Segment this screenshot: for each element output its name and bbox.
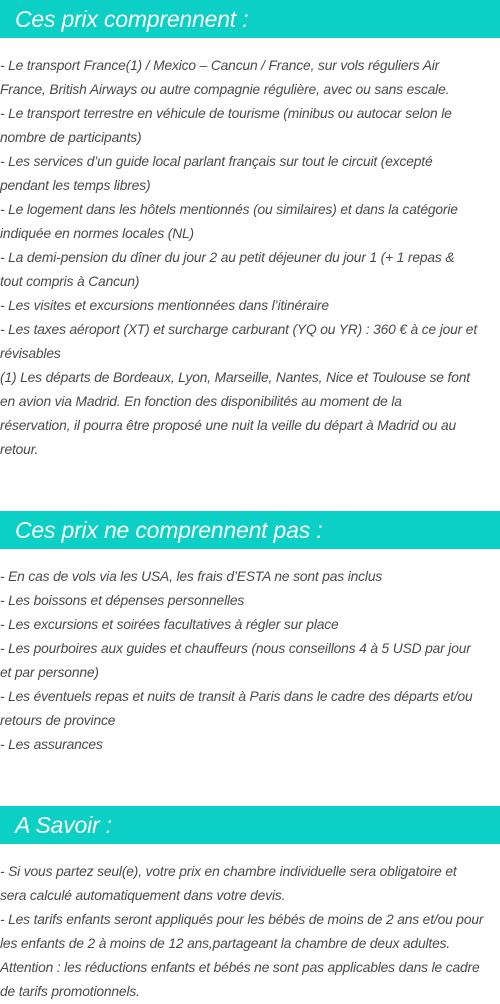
list-line: de tarifs promotionnels. — [0, 984, 140, 999]
list-line: indiquée en normes locales (NL) — [0, 226, 194, 241]
good-to-know-list — [0, 860, 500, 1004]
list-line: révisables — [0, 346, 61, 361]
list-line: - Les taxes aéroport (XT) et surcharge carburant (YQ ou YR) : 360 € à ce jour et — [0, 322, 478, 337]
list-line: - Si vous partez seul(e), votre prix en chambre individuelle sera obligatoire et — [0, 864, 457, 879]
section-heading-included: Ces prix comprennent : — [0, 0, 500, 38]
list-line: - En cas de vols via les USA, les frais d’ESTA ne sont pas inclus — [0, 569, 383, 584]
list-line: et par personne) — [0, 665, 99, 680]
list-line: - Les éventuels repas et nuits de transit à Paris dans le cadre des départs et/ou — [0, 689, 473, 704]
list-line: - Les tarifs enfants seront appliqués pour les bébés de moins de 2 ans et/ou pour — [0, 912, 484, 927]
list-line: - La demi-pension du dîner du jour 2 au petit déjeuner du jour 1 (+ 1 repas & — [0, 250, 455, 265]
list-line: France, British Airways ou autre compagnie régulière, avec ou sans escale. — [0, 82, 450, 97]
list-line: - Les pourboires aux guides et chauffeurs (nous conseillons 4 à 5 USD par jour — [0, 641, 471, 656]
section-heading-not-included: Ces prix ne comprennent pas : — [0, 511, 500, 549]
list-line: (1) Les départs de Bordeaux, Lyon, Marseille, Nantes, Nice et Toulouse se font — [0, 370, 470, 385]
list-line: Attention : les réductions enfants et bébés ne sont pas applicables dans le cadre — [0, 960, 480, 975]
section-heading-good-to-know: A Savoir : — [0, 806, 500, 844]
list-line: retours de province — [0, 713, 116, 728]
not-included-list — [0, 565, 500, 757]
list-line: - Les visites et excursions mentionnées dans l’itinéraire — [0, 298, 329, 313]
list-line: nombre de participants) — [0, 130, 142, 145]
list-line: - Les assurances — [0, 737, 103, 752]
list-line: - Le transport terrestre en véhicule de tourisme (minibus ou autocar selon le — [0, 106, 452, 121]
list-line: pendant les temps libres) — [0, 178, 151, 193]
list-line: tout compris à Cancun) — [0, 274, 140, 289]
list-line: - Les boissons et dépenses personnelles — [0, 593, 245, 608]
list-line: - Les excursions et soirées facultatives à régler sur place — [0, 617, 339, 632]
list-line: en avion via Madrid. En fonction des disponibilités au moment de la — [0, 394, 402, 409]
list-line: retour. — [0, 442, 39, 457]
list-line: - Le transport France(1) / Mexico – Cancun / France, sur vols réguliers Air — [0, 58, 440, 73]
list-line: - Le logement dans les hôtels mentionnés (ou similaires) et dans la catégorie — [0, 202, 458, 217]
list-line: les enfants de 2 à moins de 12 ans,partageant la chambre de deux adultes. — [0, 936, 451, 951]
list-line: réservation, il pourra être proposé une nuit la veille du départ à Madrid ou au — [0, 418, 456, 433]
list-line: - Les services d’un guide local parlant français sur tout le circuit (excepté — [0, 154, 433, 169]
list-line: sera calculé automatiquement dans votre devis. — [0, 888, 286, 903]
included-list — [0, 54, 500, 462]
